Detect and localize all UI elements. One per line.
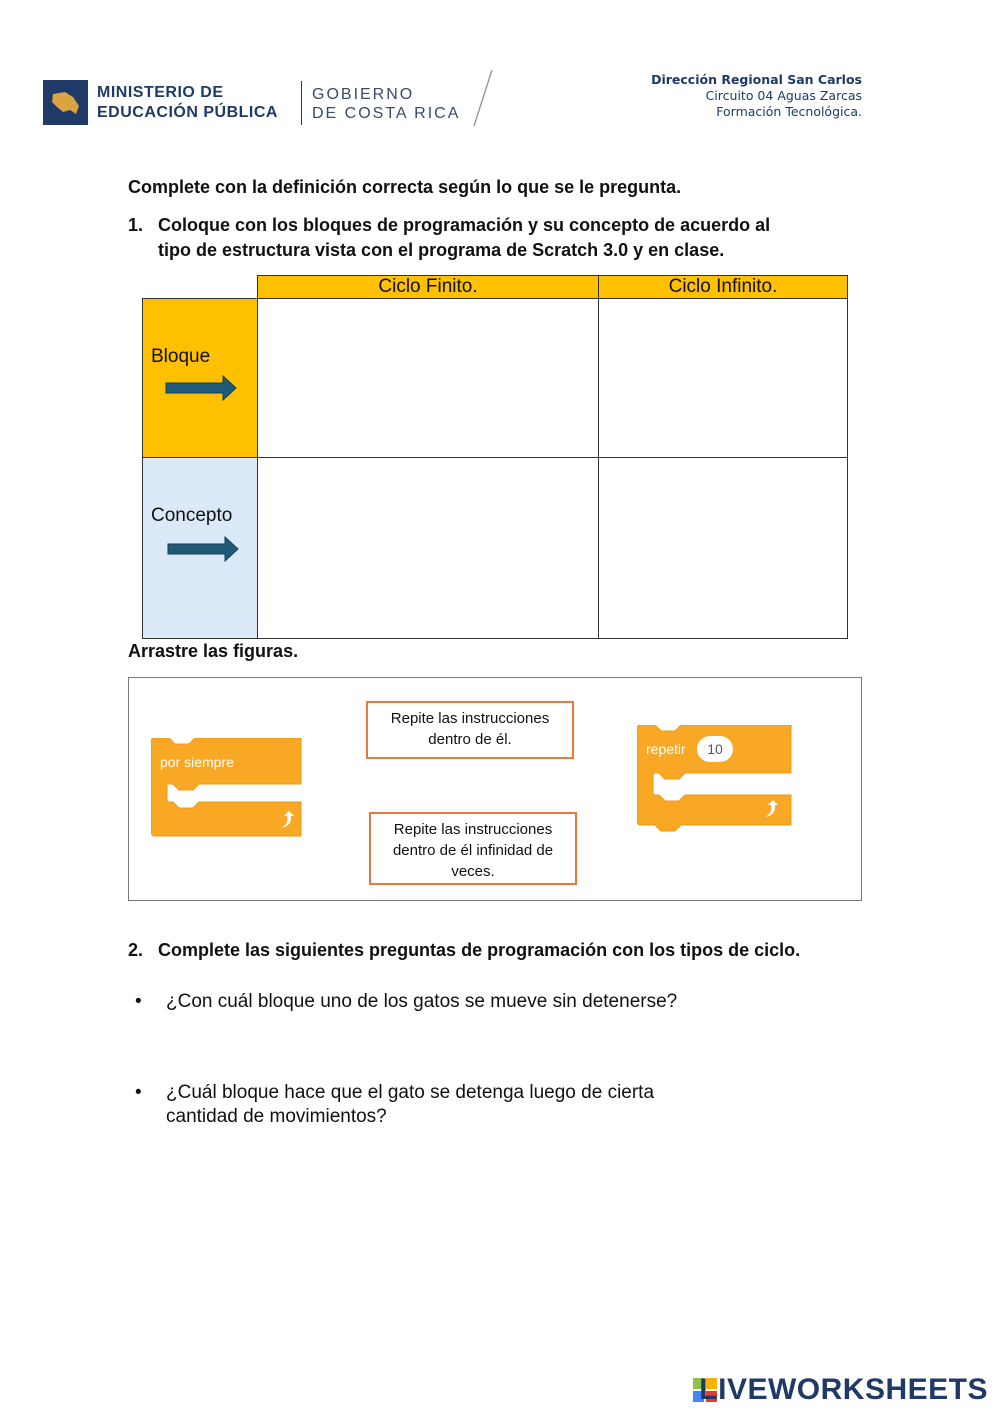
circuit-name: Circuito 04 Aguas Zarcas <box>705 88 862 103</box>
row-label-block-text: Bloque <box>151 346 211 367</box>
liveworksheets-brand: LIVEWORKSHEETS <box>699 1373 988 1406</box>
header-info <box>651 72 862 120</box>
arrow-right-icon <box>165 375 237 401</box>
bullet-question-2: ¿Cuál bloque hace que el gato se detenga luego de cierta cantidad de movimientos? <box>166 1082 655 1127</box>
drop-zone-infinite-concept[interactable] <box>598 457 848 639</box>
government-logo-text: GOBIERNO DE COSTA RICA <box>312 86 461 122</box>
header-infinite-cycle: Ciclo Infinito. <box>598 275 848 299</box>
subject-name: Formación Tecnológica. <box>716 104 862 119</box>
logo-slash <box>470 68 494 130</box>
row-label-block <box>142 298 258 458</box>
drop-zone-finite-concept[interactable] <box>257 457 599 639</box>
question2-text: Complete las siguientes preguntas de programación con los tipos de ciclo. <box>158 940 801 960</box>
region-name: Dirección Regional San Carlos <box>651 72 862 87</box>
question1 <box>128 215 143 236</box>
repeat-block-label: repetir <box>646 741 686 757</box>
drop-zone-infinite-block[interactable] <box>598 298 848 458</box>
forever-block-label: por siempre <box>160 754 234 770</box>
instructions: Complete con la definición correcta según lo que se le pregunta. <box>128 177 682 197</box>
question1-line1: Coloque con los bloques de programación y su concepto de acuerdo al <box>158 215 771 235</box>
question2 <box>128 940 143 961</box>
question2-number: 2. <box>128 940 144 960</box>
costa-rica-map-icon <box>43 80 88 125</box>
bullet-dot: • <box>135 1082 142 1103</box>
forever-block[interactable] <box>151 738 303 842</box>
question1-line2: tipo de estructura vista con el programa de Scratch 3.0 y en clase. <box>158 240 725 260</box>
drag-title: Arrastre las figuras. <box>128 641 299 661</box>
repeat-count-value: 10 <box>707 741 723 757</box>
concept-card-finite[interactable]: Repite las instrucciones dentro de él. <box>366 701 574 759</box>
header-finite-cycle: Ciclo Finito. <box>257 275 599 299</box>
bullet-dot: • <box>135 991 142 1012</box>
drop-zone-finite-block[interactable] <box>257 298 599 458</box>
ministry-logo-text: MINISTERIO DE EDUCACIÓN PÚBLICA <box>97 84 278 121</box>
concept-card-infinite[interactable]: Repite las instrucciones dentro de él infinidad de veces. <box>369 812 577 885</box>
row-label-concept-text: Concepto <box>151 505 233 526</box>
bullet-question-1: ¿Con cuál bloque uno de los gatos se mueve sin detenerse? <box>166 991 678 1012</box>
question1-number: 1. <box>128 215 144 235</box>
row-label-concept <box>142 457 258 639</box>
repeat-block[interactable] <box>637 725 794 835</box>
logo-divider <box>301 81 302 125</box>
arrow-right-icon <box>167 536 239 562</box>
drag-source-area <box>128 677 862 901</box>
